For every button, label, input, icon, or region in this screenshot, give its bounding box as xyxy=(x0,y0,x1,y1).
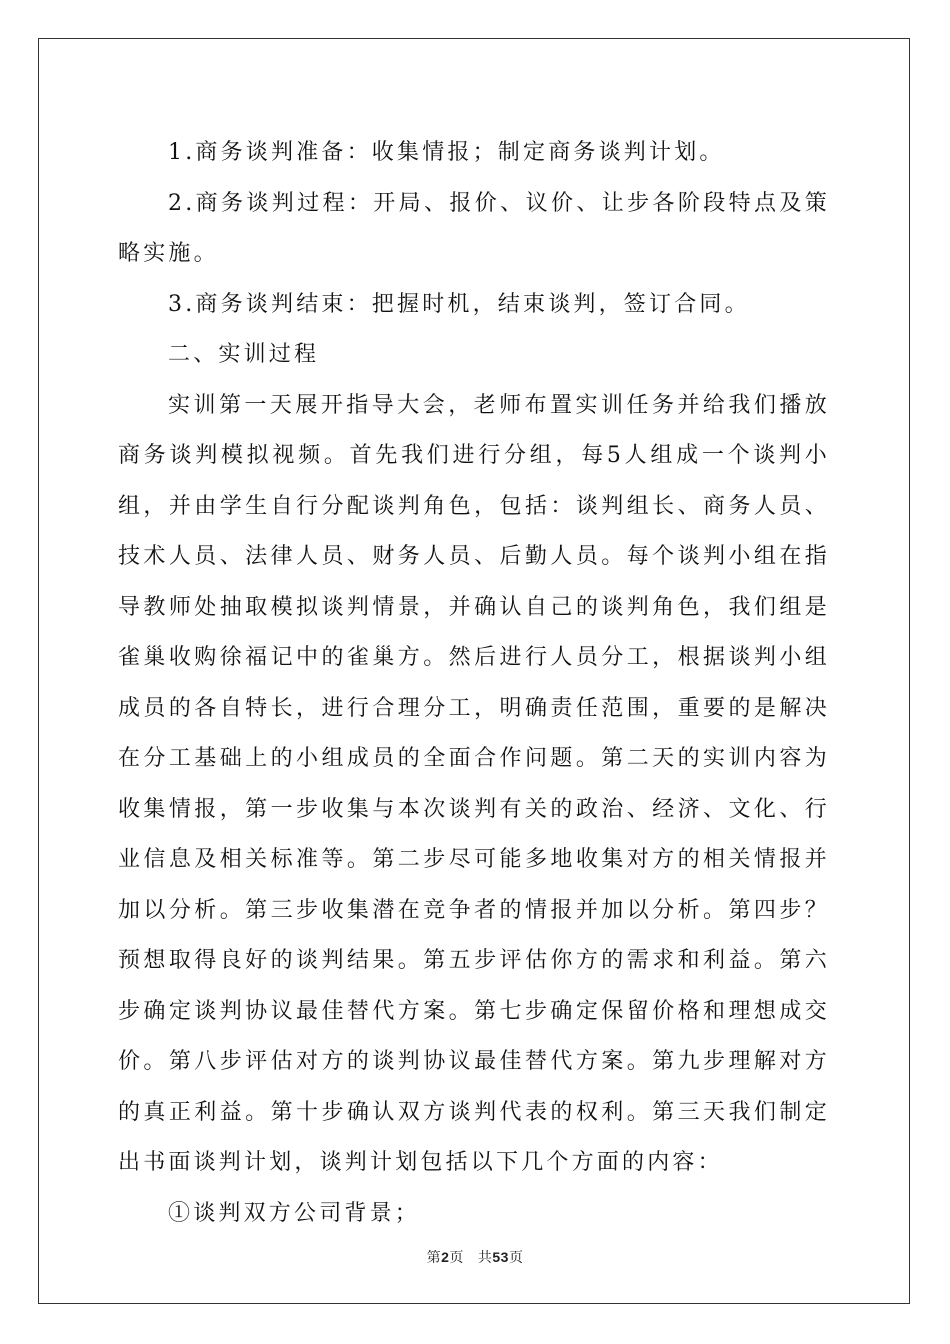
page-footer xyxy=(0,1247,950,1267)
footer-total-prefix: 共 xyxy=(477,1249,493,1265)
list-item-company-background: ①谈判双方公司背景； xyxy=(168,1200,421,1226)
paragraph-2: 2.商务谈判过程：开局、报价、议价、让步各阶段特点及策略实施。 xyxy=(118,190,830,266)
paragraph-3: 3.商务谈判结束：把握时机，结束谈判，签订合同。 xyxy=(168,291,750,317)
document-body xyxy=(118,128,830,1239)
paragraph-1: 1.商务谈判准备：收集情报；制定商务谈判计划。 xyxy=(168,140,725,165)
paragraph-training-process: 实训第一天展开指导大会，老师布置实训任务并给我们播放商务谈判模拟视频。首先我们进行分组，每5人组成一个谈判小组，并由学生自行分配谈判角色，包括：谈判组长、商务人员、技术人员、法律人员、财务人员、后勤人员。每个谈判小组在指导教师处抽取模拟谈判情景，并确认自己的谈判角色，我们组是雀巢收购徐福记中的雀巢方。然后进行人员分工，根据谈判小组成员的各自特长，进行合理分工，明确责任范围，重要的是解决在分工基础上的小组成员的全面合作问题。第二天的实训内容为收集情报，第一步收集与本次谈判有关的政治、经济、文化、行业信息及相关标准等。第二步尽可能多地收集对方的相关情报并加以分析。第三步收集潜在竞争者的情报并加以分析。第四步？预想取得良好的谈判结果。第五步评估你方的需求和利益。第六步确定谈判协议最佳替代方案。第七步确定保留价格和理想成交价。第八步评估对方的谈判协议最佳替代方案。第九步理解对方的真正利益。第十步确认双方谈判代表的权利。第三天我们制定出书面谈判计划，谈判计划包括以下几个方面的内容： xyxy=(118,392,830,1175)
footer-page-total: 53 xyxy=(492,1249,509,1265)
footer-total-suffix: 页 xyxy=(508,1249,524,1265)
section-heading: 二、实训过程 xyxy=(168,342,320,367)
footer-page-current: 2 xyxy=(441,1249,450,1265)
footer-page-suffix: 页 xyxy=(449,1249,464,1265)
footer-page-prefix: 第 xyxy=(426,1249,442,1265)
